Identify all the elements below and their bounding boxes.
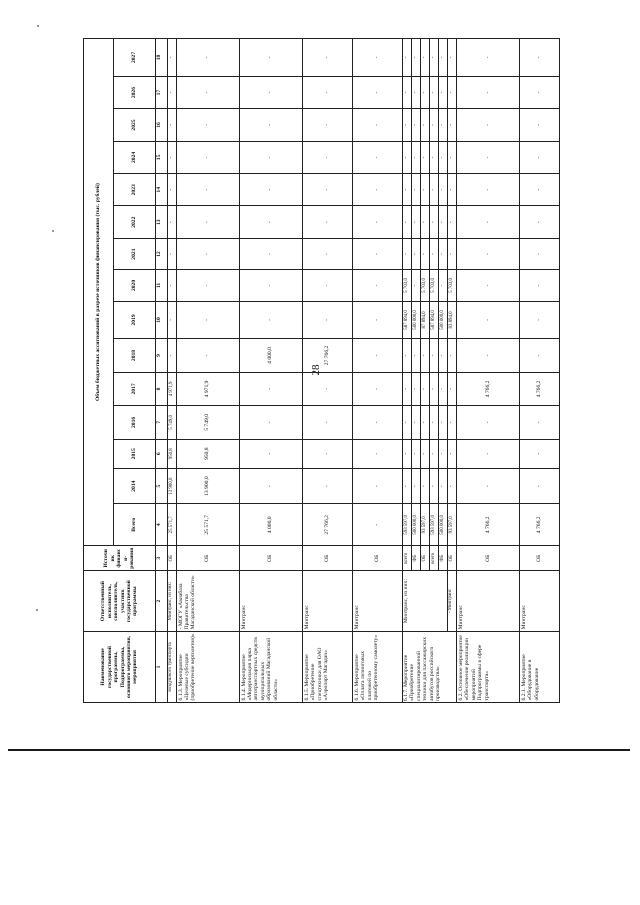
- row-value: 27 766,2: [302, 339, 352, 372]
- table-row: [167, 39, 176, 703]
- row-value: -: [439, 76, 448, 108]
- row-value: -: [448, 339, 457, 372]
- row-value: 5 703,0: [430, 270, 439, 301]
- row-value: 5 749,0: [176, 406, 239, 439]
- row-value: -: [520, 109, 560, 141]
- row-value: -: [403, 206, 412, 238]
- row-value: -: [439, 141, 448, 173]
- row-source: всего: [403, 546, 412, 571]
- row-value: -: [448, 109, 457, 141]
- row-value: 4 766,2: [520, 372, 560, 405]
- row-value: -: [448, 468, 457, 504]
- row-value: -: [239, 206, 302, 238]
- row-value: -: [176, 39, 239, 77]
- row-value: -: [457, 270, 520, 301]
- row-value: -: [239, 39, 302, 77]
- row-value: -: [457, 141, 520, 173]
- row-value: -: [421, 372, 430, 405]
- row-value: -: [302, 439, 352, 468]
- row-responsible: - МОГУ «Авиабаза Правительства Магаданской области»: [176, 571, 239, 632]
- row-value: -: [457, 406, 520, 439]
- row-responsible: Минтранс: [302, 571, 352, 632]
- row-value: 4 766,2: [457, 372, 520, 405]
- row-value: -: [302, 238, 352, 269]
- row-value: 93 597,0: [448, 504, 457, 546]
- row-value: -: [167, 174, 176, 206]
- row-value: -: [412, 141, 421, 173]
- row-value: -: [421, 109, 430, 141]
- row-value: -: [439, 206, 448, 238]
- row-value: -: [167, 238, 176, 269]
- row-value: -: [430, 109, 439, 141]
- row-value: -: [448, 39, 457, 77]
- row-value: -: [457, 301, 520, 339]
- row-value: -: [421, 76, 430, 108]
- row-value: -: [302, 39, 352, 77]
- row-value: -: [352, 206, 402, 238]
- row-source: ОБ: [176, 546, 239, 571]
- row-value: -: [412, 468, 421, 504]
- row-value: 950,8: [167, 439, 176, 468]
- row-value: -: [167, 339, 176, 372]
- row-value: 950,8: [176, 439, 239, 468]
- table-row: [403, 39, 412, 703]
- row-value: -: [430, 174, 439, 206]
- header-year: 2020: [113, 270, 155, 301]
- row-value: -: [421, 406, 430, 439]
- column-number: 17: [156, 76, 168, 108]
- row-value: -: [352, 372, 402, 405]
- row-value: -: [352, 109, 402, 141]
- column-number: 10: [156, 301, 168, 339]
- row-source: ОБ: [302, 546, 352, 571]
- row-value: -: [421, 174, 430, 206]
- row-value: 500 000,0: [412, 301, 421, 339]
- header-year: 2027: [113, 39, 155, 77]
- row-value: -: [352, 406, 402, 439]
- page-number: 28: [310, 364, 322, 376]
- row-value: -: [239, 468, 302, 504]
- row-value: -: [239, 301, 302, 339]
- row-value: -: [448, 141, 457, 173]
- row-value: -: [457, 76, 520, 108]
- row-value: 4 766,2: [520, 504, 560, 546]
- row-value: -: [176, 238, 239, 269]
- row-value: 500 000,0: [412, 504, 421, 546]
- header-responsible: Ответственный исполнитель, соисполнитель, участник государственной программы: [84, 571, 156, 632]
- row-value: -: [421, 238, 430, 269]
- row-value: -: [352, 174, 402, 206]
- row-responsible: Минтранс: [239, 571, 302, 632]
- row-name: 6.1.3. Мероприятие «Целевые субсидии (приобретение вертолетов)»: [176, 631, 239, 702]
- row-value: -: [520, 39, 560, 77]
- row-value: -: [403, 468, 412, 504]
- row-value: -: [421, 206, 430, 238]
- row-name: воздушного транспорта: [167, 631, 176, 702]
- row-value: -: [239, 109, 302, 141]
- row-value: -: [439, 468, 448, 504]
- header-year: 2017: [113, 372, 155, 405]
- row-value: -: [176, 301, 239, 339]
- row-value: -: [403, 141, 412, 173]
- row-value: -: [352, 439, 402, 468]
- row-value: -: [412, 39, 421, 77]
- row-value: -: [520, 270, 560, 301]
- row-source: ФБ: [412, 546, 421, 571]
- row-value: -: [457, 468, 520, 504]
- row-value: -: [421, 141, 430, 173]
- row-value: 587 894,0: [430, 301, 439, 339]
- row-value: -: [520, 439, 560, 468]
- row-value: -: [457, 238, 520, 269]
- row-value: -: [403, 76, 412, 108]
- row-value: -: [430, 339, 439, 372]
- row-value: -: [430, 206, 439, 238]
- column-number: 4: [156, 504, 168, 546]
- column-number: 7: [156, 406, 168, 439]
- row-source: ОБ: [352, 546, 402, 571]
- row-value: -: [457, 206, 520, 238]
- row-value: -: [302, 174, 352, 206]
- row-source: ФБ: [439, 546, 448, 571]
- row-value: -: [448, 439, 457, 468]
- header-year: 2015: [113, 439, 155, 468]
- row-name: 6.1.7. Мероприятие «Приобретение специализированной техники для пассажирских автобусов российского производства»: [403, 631, 457, 702]
- row-name: 6.2.1. Мероприятие «Оборудование в оборудование: [520, 631, 560, 702]
- column-number: 11: [156, 270, 168, 301]
- row-value: -: [430, 406, 439, 439]
- row-value: -: [352, 504, 402, 546]
- row-value: -: [167, 141, 176, 173]
- row-source: ОБ: [421, 546, 430, 571]
- scan-speck: [36, 609, 38, 611]
- row-value: -: [176, 109, 239, 141]
- row-value: -: [167, 109, 176, 141]
- row-value: -: [430, 439, 439, 468]
- row-value: -: [430, 39, 439, 77]
- header-source: Источник финанси-рования: [84, 546, 156, 571]
- row-source: ОБ: [520, 546, 560, 571]
- row-name: 6.1.4. Мероприятие «Модернизация парка автотранспортных средств муниципальных образований Магаданской области»: [239, 631, 302, 702]
- row-name: 6.1.6. Мероприятие «Оплата лизинговых платежей по приобретенному самолету»: [352, 631, 402, 702]
- row-value: -: [352, 468, 402, 504]
- row-value: 4 766,2: [457, 504, 520, 546]
- row-value: -: [239, 141, 302, 173]
- row-value: 500 000,0: [439, 504, 448, 546]
- row-value: -: [239, 76, 302, 108]
- row-value: -: [439, 39, 448, 77]
- row-value: -: [412, 206, 421, 238]
- row-value: -: [430, 468, 439, 504]
- row-value: -: [239, 174, 302, 206]
- row-responsible: Минтранс: [352, 571, 402, 632]
- table-row: [520, 39, 560, 703]
- rotated-table-wrapper: [83, 38, 560, 703]
- row-value: -: [302, 406, 352, 439]
- row-value: 25 571,7: [176, 504, 239, 546]
- table-row: [457, 39, 520, 703]
- row-value: -: [167, 76, 176, 108]
- column-number: 18: [156, 39, 168, 77]
- column-number: 6: [156, 439, 168, 468]
- row-value: -: [352, 270, 402, 301]
- row-value: -: [421, 339, 430, 372]
- row-value: 593 597,0: [403, 504, 412, 546]
- row-value: -: [302, 76, 352, 108]
- row-value: 13 900,0: [167, 468, 176, 504]
- row-name: 6.1.5. Мероприятие «Приобретение спецтехники для ОАО «Аэропорт Магадан»: [302, 631, 352, 702]
- row-value: 4 000,0: [239, 339, 302, 372]
- column-number: 13: [156, 206, 168, 238]
- row-value: -: [439, 109, 448, 141]
- row-value: -: [412, 109, 421, 141]
- row-value: -: [430, 238, 439, 269]
- row-value: -: [457, 39, 520, 77]
- row-value: -: [403, 439, 412, 468]
- row-value: -: [457, 439, 520, 468]
- row-value: -: [520, 406, 560, 439]
- header-year: 2018: [113, 339, 155, 372]
- table-row: [176, 39, 239, 703]
- row-value: -: [520, 238, 560, 269]
- row-value: -: [176, 206, 239, 238]
- row-value: -: [412, 372, 421, 405]
- row-value: -: [448, 372, 457, 405]
- column-number: 15: [156, 141, 168, 173]
- row-value: 4 000,0: [239, 504, 302, 546]
- row-value: -: [430, 372, 439, 405]
- row-value: -: [352, 301, 402, 339]
- row-value: -: [352, 141, 402, 173]
- row-value: -: [520, 339, 560, 372]
- row-value: -: [403, 339, 412, 372]
- row-value: -: [439, 238, 448, 269]
- budget-allocation-table: [83, 38, 560, 703]
- table-row: [239, 39, 302, 703]
- row-value: -: [439, 174, 448, 206]
- row-value: -: [439, 372, 448, 405]
- row-value: -: [352, 39, 402, 77]
- row-responsible: Минтранс, из них:: [167, 571, 176, 632]
- row-value: -: [403, 372, 412, 405]
- row-value: 5 703,0: [403, 270, 412, 301]
- header-year: 2023: [113, 174, 155, 206]
- row-value: -: [457, 339, 520, 372]
- row-value: -: [239, 238, 302, 269]
- column-number: 8: [156, 372, 168, 405]
- row-value: -: [448, 238, 457, 269]
- row-value: -: [239, 270, 302, 301]
- row-value: 4 971,9: [176, 372, 239, 405]
- row-value: -: [352, 339, 402, 372]
- column-number: 16: [156, 109, 168, 141]
- row-value: -: [412, 439, 421, 468]
- row-source: ОБ: [448, 546, 457, 571]
- row-value: 587 894,0: [403, 301, 412, 339]
- row-value: -: [421, 468, 430, 504]
- row-value: -: [167, 270, 176, 301]
- row-source: всего: [430, 546, 439, 571]
- row-value: -: [302, 270, 352, 301]
- row-value: -: [403, 109, 412, 141]
- row-value: 5 703,0: [421, 270, 430, 301]
- row-value: -: [403, 406, 412, 439]
- header-volume-group: Объем бюджетных ассигнований в разрезе источников финансирования (тыс. рублей): [84, 39, 114, 546]
- row-value: 500 000,0: [439, 301, 448, 339]
- row-value: -: [448, 174, 457, 206]
- column-number: 5: [156, 468, 168, 504]
- column-number: 14: [156, 174, 168, 206]
- row-value: -: [448, 206, 457, 238]
- row-value: 5 703,0: [448, 270, 457, 301]
- row-value: -: [412, 238, 421, 269]
- row-value: 83 894,0: [448, 301, 457, 339]
- row-value: -: [239, 439, 302, 468]
- row-value: -: [352, 76, 402, 108]
- row-value: -: [176, 339, 239, 372]
- row-value: 93 597,0: [421, 504, 430, 546]
- row-value: -: [302, 372, 352, 405]
- row-value: -: [403, 238, 412, 269]
- row-value: 87 894,0: [421, 301, 430, 339]
- budget-table-frame: [83, 38, 560, 703]
- column-number: 1: [156, 631, 168, 702]
- row-responsible: - Минтранс: [448, 571, 457, 632]
- row-value: -: [176, 270, 239, 301]
- row-value: -: [430, 141, 439, 173]
- row-value: -: [412, 76, 421, 108]
- row-value: -: [302, 468, 352, 504]
- row-value: 4 971,9: [167, 372, 176, 405]
- row-value: -: [520, 468, 560, 504]
- row-value: -: [448, 76, 457, 108]
- row-value: 13 900,0: [176, 468, 239, 504]
- row-value: -: [421, 439, 430, 468]
- row-value: -: [352, 238, 402, 269]
- row-value: -: [412, 406, 421, 439]
- row-value: -: [176, 76, 239, 108]
- row-value: -: [439, 270, 448, 301]
- scan-speck: [37, 25, 39, 27]
- row-value: -: [302, 109, 352, 141]
- row-value: -: [302, 206, 352, 238]
- row-value: -: [302, 301, 352, 339]
- row-value: 25 571,7: [167, 504, 176, 546]
- row-value: 27 766,2: [302, 504, 352, 546]
- header-year: 2019: [113, 301, 155, 339]
- row-value: -: [412, 174, 421, 206]
- row-value: -: [520, 141, 560, 173]
- row-responsible: Минтранс: [457, 571, 520, 632]
- row-value: -: [239, 372, 302, 405]
- row-value: -: [403, 174, 412, 206]
- row-value: -: [421, 39, 430, 77]
- row-responsible: Минтранс: [520, 571, 560, 632]
- header-total: Всего: [113, 504, 155, 546]
- row-value: -: [239, 406, 302, 439]
- row-value: -: [439, 439, 448, 468]
- row-value: -: [176, 141, 239, 173]
- header-year: 2024: [113, 141, 155, 173]
- scan-speck: [52, 230, 54, 232]
- header-year: 2025: [113, 109, 155, 141]
- row-value: -: [457, 174, 520, 206]
- row-value: -: [439, 406, 448, 439]
- row-value: -: [167, 39, 176, 77]
- table-row: [448, 39, 457, 703]
- row-value: -: [412, 339, 421, 372]
- column-number: 3: [156, 546, 168, 571]
- column-number: 12: [156, 238, 168, 269]
- row-source: ОБ: [239, 546, 302, 571]
- row-value: -: [520, 301, 560, 339]
- row-value: -: [430, 76, 439, 108]
- header-name: Наименование государственной программы, Подпрограммы, основного мероприятия, мероприятия: [84, 631, 156, 702]
- row-value: 5 749,0: [167, 406, 176, 439]
- row-value: -: [520, 206, 560, 238]
- row-value: -: [412, 270, 421, 301]
- header-year: 2021: [113, 238, 155, 269]
- row-value: -: [457, 109, 520, 141]
- row-value: 593 597,0: [430, 504, 439, 546]
- row-value: -: [403, 39, 412, 77]
- column-number: 2: [156, 571, 168, 632]
- table-row: [352, 39, 402, 703]
- row-value: -: [167, 206, 176, 238]
- row-value: -: [439, 339, 448, 372]
- page-divider: [8, 749, 630, 751]
- header-year: 2016: [113, 406, 155, 439]
- row-value: -: [520, 174, 560, 206]
- row-value: -: [520, 76, 560, 108]
- header-year: 2026: [113, 76, 155, 108]
- row-value: -: [176, 174, 239, 206]
- row-value: -: [448, 406, 457, 439]
- column-number: 9: [156, 339, 168, 372]
- table-row: [302, 39, 352, 703]
- row-value: -: [167, 301, 176, 339]
- row-name: 6.2. Основное мероприятие «Обеспечение реализации мероприятий Подпрограммы в сфере транспорта»: [457, 631, 520, 702]
- row-source: ОБ: [167, 546, 176, 571]
- header-year: 2022: [113, 206, 155, 238]
- row-responsible: Минтранс, из них:: [403, 571, 448, 632]
- row-value: -: [302, 141, 352, 173]
- row-source: ОБ: [457, 546, 520, 571]
- header-year: 2014: [113, 468, 155, 504]
